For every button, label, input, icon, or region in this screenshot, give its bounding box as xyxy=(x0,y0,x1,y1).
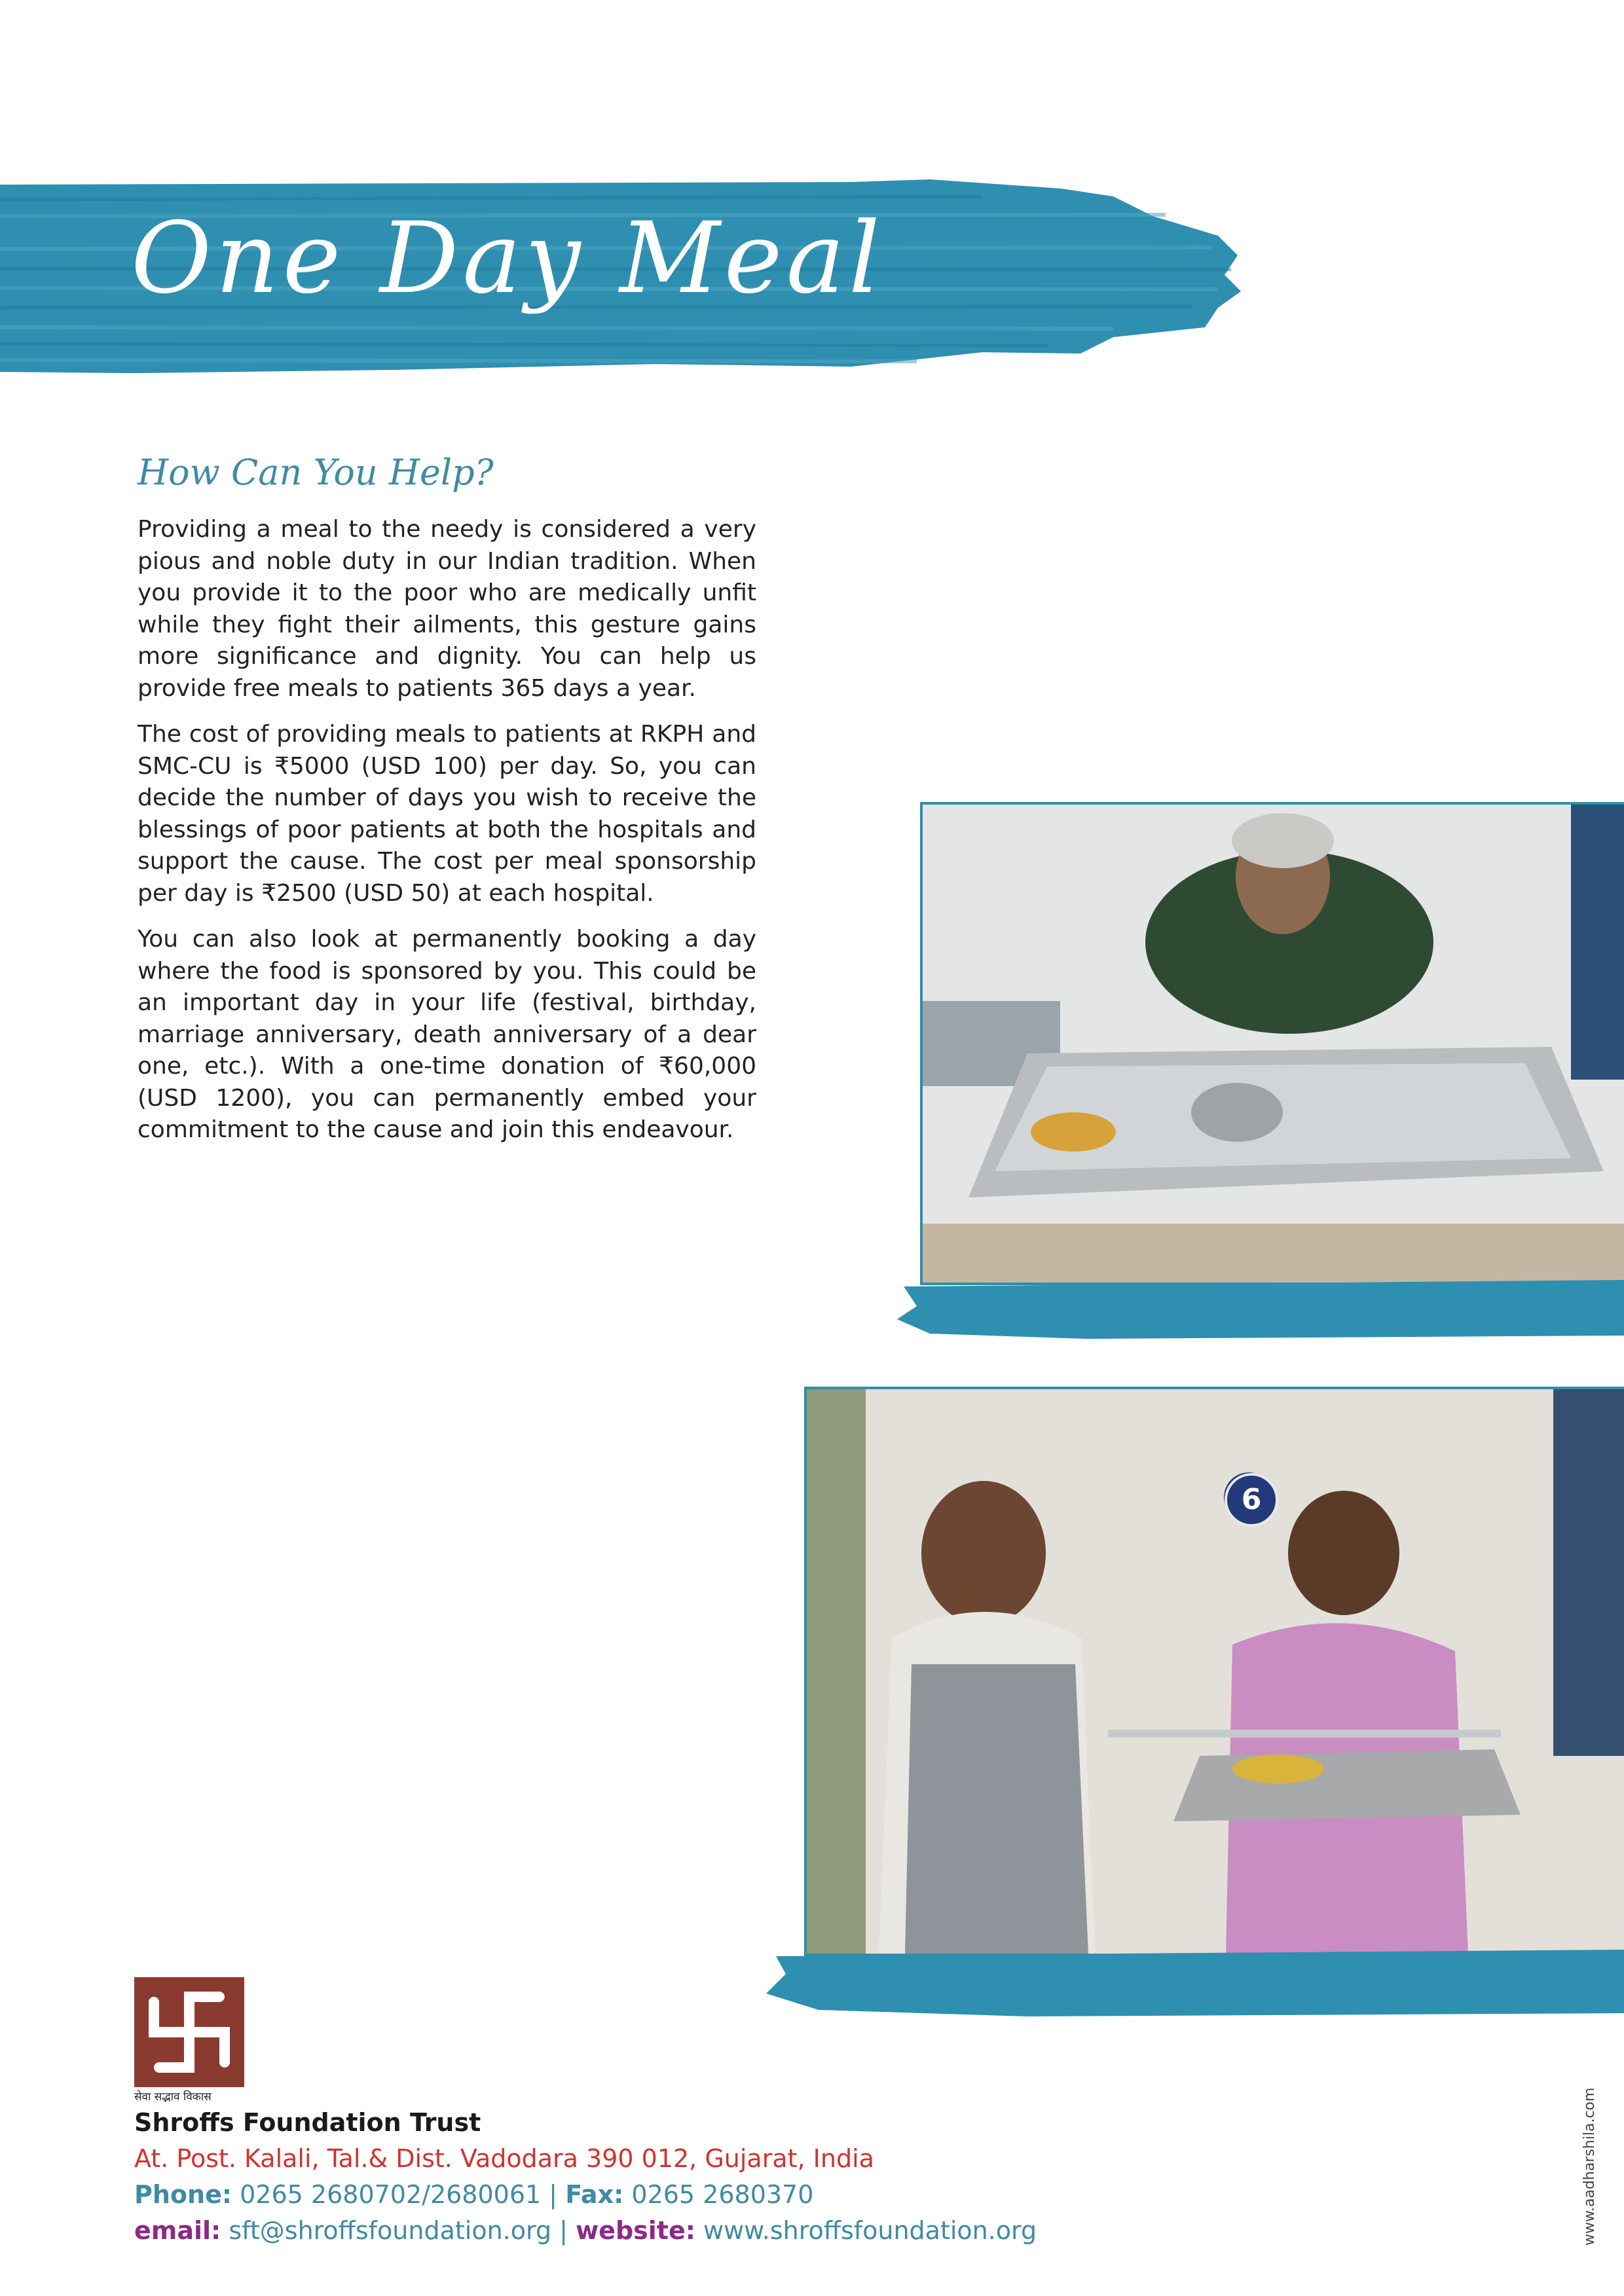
fax-label: Fax: xyxy=(565,2180,624,2209)
website-link[interactable]: www.shroffsfoundation.org xyxy=(703,2216,1037,2245)
designer-credit: www.aadharshila.com xyxy=(1581,2087,1598,2246)
paragraph-1: Providing a meal to the needy is considered a very pious and noble duty in our Indian tradition. When you provide it to the poor who are medically unfit while they fight their ailments, this gesture gains more significance and dignity. You can help us provide free meals to patients 365 days a year. xyxy=(138,516,756,702)
section-heading: How Can You Help? xyxy=(138,452,494,493)
bed-number-badge xyxy=(1225,1473,1278,1527)
email-link[interactable]: sft@shroffsfoundation.org xyxy=(229,2216,552,2245)
photo-caregiver-feeding xyxy=(804,1387,1624,1956)
address: At. Post. Kalali, Tal.& Dist. Vadodara 390 012, Gujarat, India xyxy=(134,2144,874,2173)
paragraph-3: You can also look at permanently booking a day where the food is sponsored by you. This could be an important day in your life (festival, birthday, marriage anniversary, death anniversary of a dear one, etc.). With a one-time donation of ₹60,000 (USD 1200), you can permanently embed your commitment to the cause and join this endeavour. xyxy=(138,926,756,1143)
photo-2-brush-stroke xyxy=(766,1944,1624,2020)
separator: | xyxy=(549,2180,558,2209)
logo-tagline: सेवा सद्भाव विकास xyxy=(134,2090,212,2104)
trust-logo xyxy=(134,1977,244,2087)
paragraph-2: The cost of providing meals to patients at RKPH and SMC-CU is ₹5000 (USD 100) per day. So, you can decide the number of days you wish to receive the blessings of poor patients at both the hospitals and support the cause. The cost per meal sponsorship per day is ₹2500 (USD 50) at each hospital. xyxy=(138,721,756,907)
separator-2: | xyxy=(559,2216,568,2245)
fax-number: 0265 2680370 xyxy=(631,2180,814,2209)
page-title: One Day Meal xyxy=(131,202,884,316)
phone-label: Phone: xyxy=(134,2180,232,2209)
contact-email-web xyxy=(134,2216,1037,2245)
photo-1-brush-stroke xyxy=(891,1273,1624,1342)
bed-number: 6 xyxy=(1241,1483,1262,1516)
contact-phone-fax xyxy=(134,2180,813,2209)
body-text xyxy=(138,514,756,1161)
email-label: email: xyxy=(134,2216,221,2245)
org-name: Shroffs Foundation Trust xyxy=(134,2108,481,2137)
photo-patient-meal xyxy=(920,802,1624,1285)
website-label: website: xyxy=(576,2216,695,2245)
phone-number[interactable]: 0265 2680702/2680061 xyxy=(240,2180,542,2209)
